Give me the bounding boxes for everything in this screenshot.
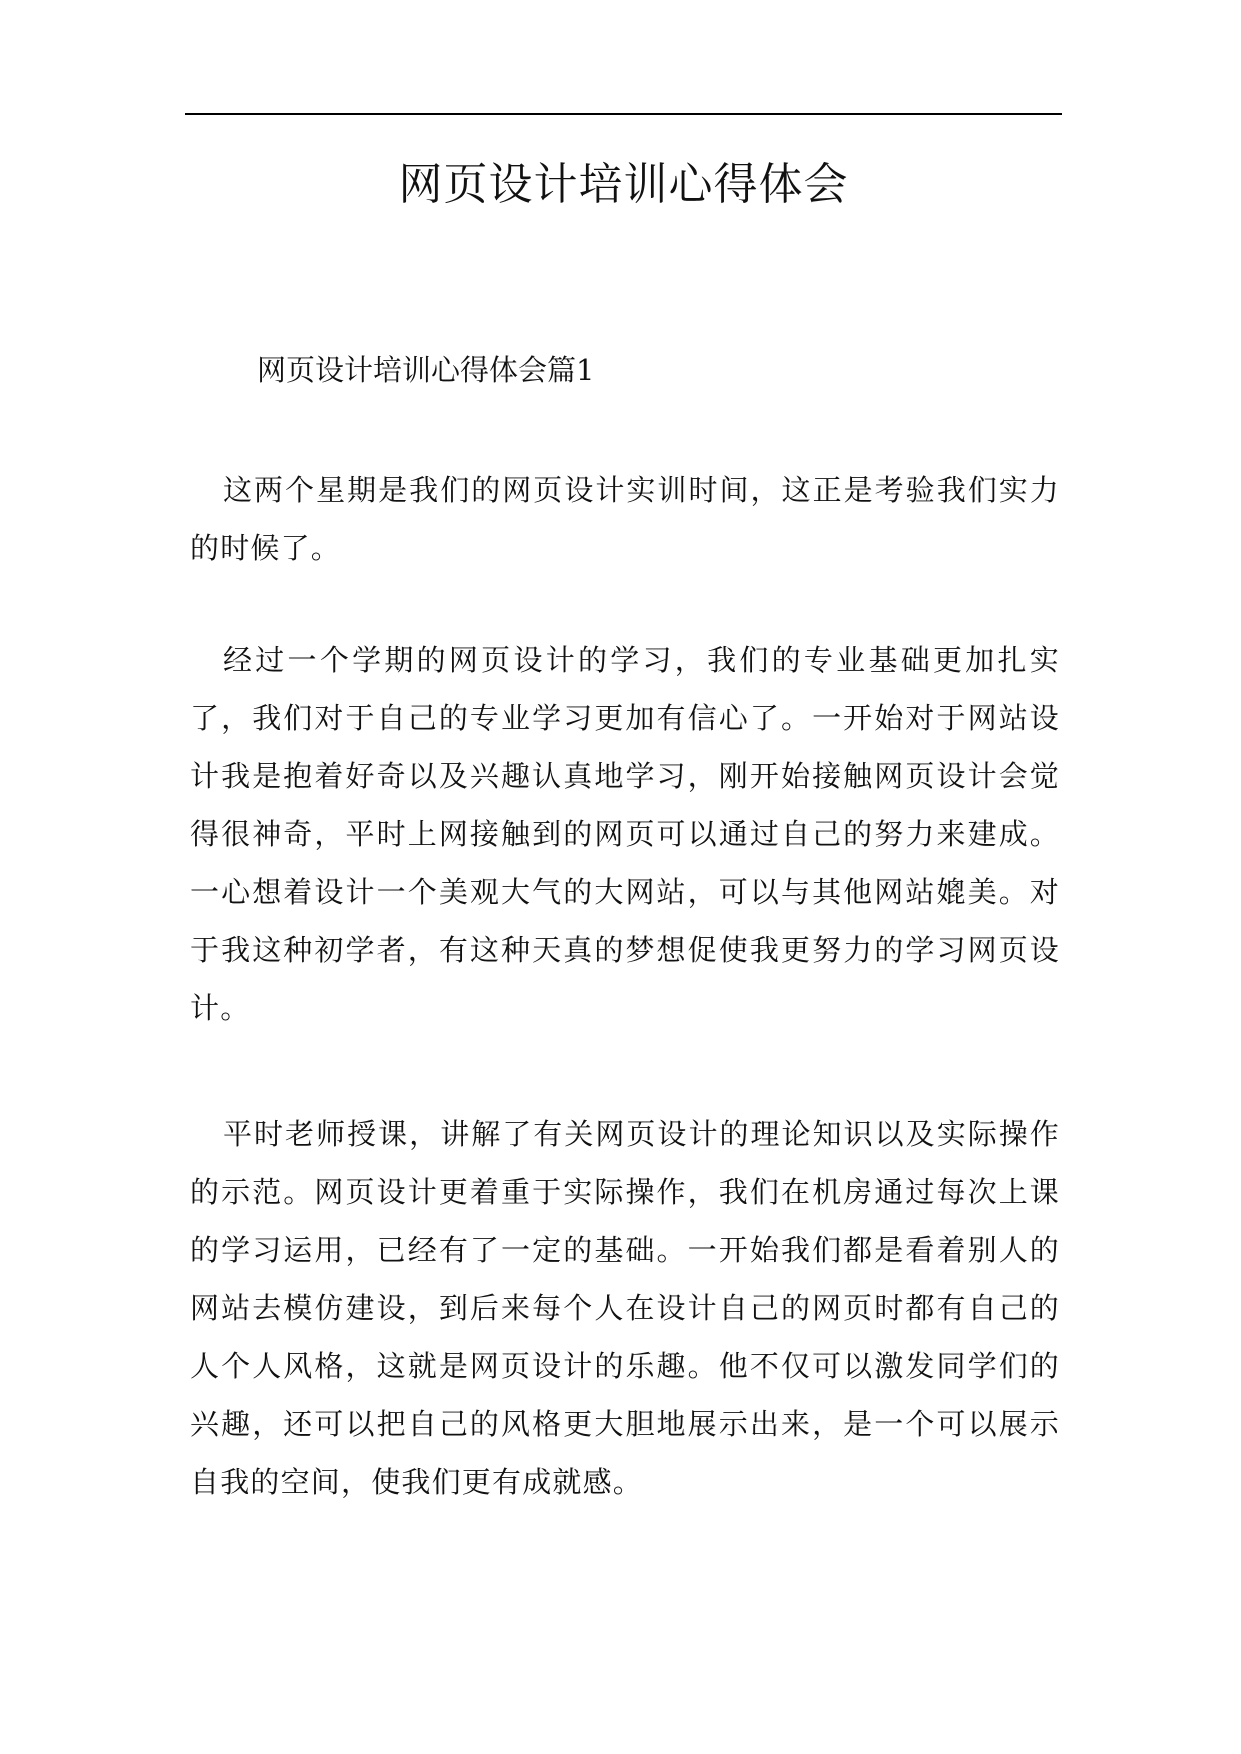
paragraph-2: 经过一个学期的网页设计的学习，我们的专业基础更加扎实了，我们对于自己的专业学习更加有信心了。一开始对于网站设计我是抱着好奇以及兴趣认真地学习，刚开始接触网页设计会觉得很神奇，平时上网接触到的网页可以通过自己的努力来建成。一心想着设计一个美观大气的大网站，可以与其他网站媲美。对于我这种初学者，有这种天真的梦想促使我更努力的学习网页设计。 [190,643,1060,1025]
header-rule [185,113,1062,115]
section-heading: 网页设计培训心得体会篇1 [257,353,595,387]
document-title: 网页设计培训心得体会 [398,159,849,210]
paragraph-1: 这两个星期是我们的网页设计实训时间，这正是考验我们实力的时候了。 [190,473,1060,565]
paragraph-3: 平时老师授课，讲解了有关网页设计的理论知识以及实际操作的示范。网页设计更着重于实际操作，我们在机房通过每次上课的学习运用，已经有了一定的基础。一开始我们都是看着别人的网站去模仿建设，到后来每个人在设计自己的网页时都有自己的人个人风格，这就是网页设计的乐趣。他不仅可以激发同学们的兴趣，还可以把自己的风格更大胆地展示出来，是一个可以展示自我的空间，使我们更有成就感。 [190,1117,1060,1499]
